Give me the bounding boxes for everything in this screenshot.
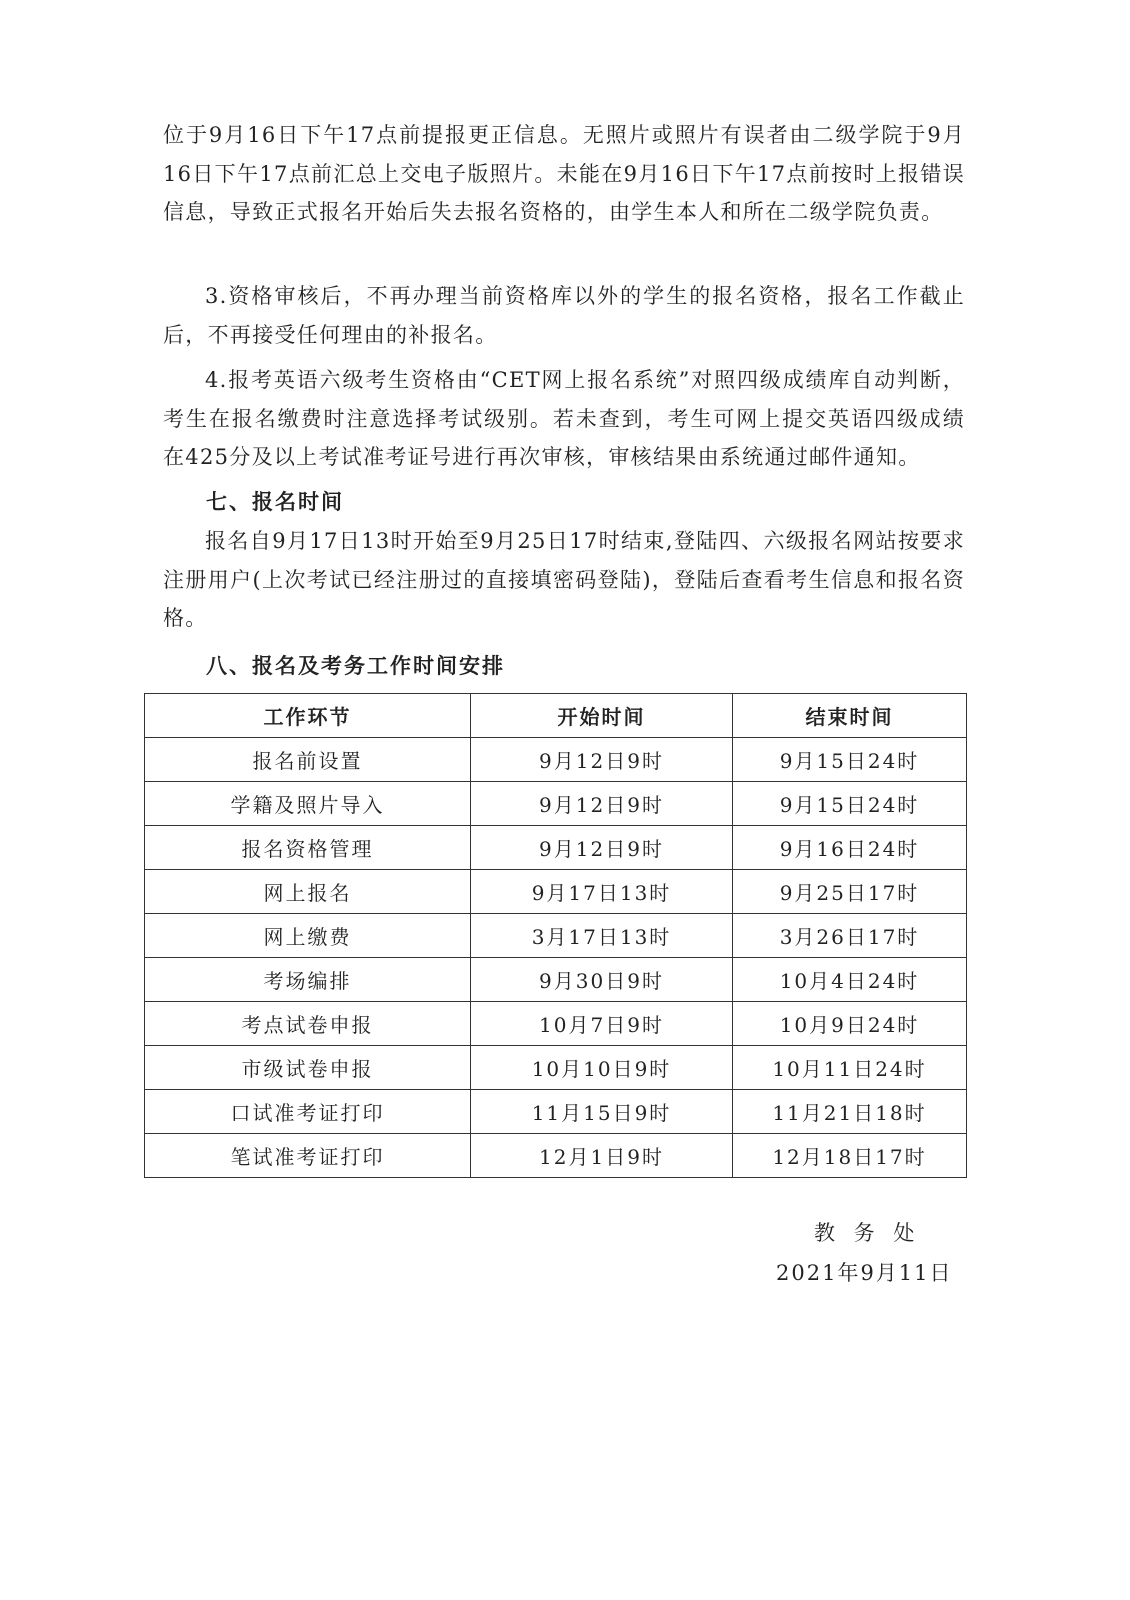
paragraph-registration-period: 报名自9月17日13时开始至9月25日17时结束,登陆四、六级报名网站按要求注册用户(上次考试已经注册过的直接填密码登陆)，登陆后查看考生信息和报名资格。 (163, 529, 965, 630)
cell-start: 9月12日9时 (471, 782, 733, 826)
header-end-time: 结束时间 (733, 694, 967, 738)
table-row (145, 958, 967, 1002)
cell-start: 10月7日9时 (471, 1002, 733, 1046)
heading-schedule: 八、报名及考务工作时间安排 (206, 654, 505, 678)
cell-start: 3月17日13时 (471, 914, 733, 958)
table-row (145, 1134, 967, 1178)
cell-end: 9月16日24时 (733, 826, 967, 870)
header-start-time: 开始时间 (471, 694, 733, 738)
cell-end: 3月26日17时 (733, 914, 967, 958)
signature-office: 教 务 处 (814, 1221, 921, 1245)
cell-end: 10月11日24时 (733, 1046, 967, 1090)
cell-end: 10月9日24时 (733, 1002, 967, 1046)
table-row (145, 1046, 967, 1090)
cell-end: 11月21日18时 (733, 1090, 967, 1134)
table-row (145, 1090, 967, 1134)
cell-stage: 网上报名 (145, 870, 471, 914)
cell-start: 9月30日9时 (471, 958, 733, 1002)
heading-registration-time: 七、报名时间 (206, 490, 344, 514)
paragraph-correction-deadline: 位于9月16日下午17点前提报更正信息。无照片或照片有误者由二级学院于9月16日下午17点前汇总上交电子版照片。未能在9月16日下午17点前按时上报错误信息，导致正式报名开始后失去报名资格的，由学生本人和所在二级学院负责。 (163, 123, 965, 224)
cell-end: 9月15日24时 (733, 738, 967, 782)
table-row (145, 782, 967, 826)
cell-stage: 口试准考证打印 (145, 1090, 471, 1134)
schedule-table (144, 693, 967, 1178)
cell-start: 10月10日9时 (471, 1046, 733, 1090)
table-row (145, 1002, 967, 1046)
cell-start: 9月12日9时 (471, 738, 733, 782)
header-stage: 工作环节 (145, 694, 471, 738)
table-row (145, 870, 967, 914)
cell-end: 10月4日24时 (733, 958, 967, 1002)
cell-stage: 考场编排 (145, 958, 471, 1002)
table-row (145, 738, 967, 782)
cell-stage: 考点试卷申报 (145, 1002, 471, 1046)
cell-start: 9月17日13时 (471, 870, 733, 914)
paragraph-cet6-eligibility: 4.报考英语六级考生资格由“CET网上报名系统”对照四级成绩库自动判断，考生在报名缴费时注意选择考试级别。若未查到，考生可网上提交英语四级成绩在425分及以上考试准考证号进行再次审核，审核结果由系统通过邮件通知。 (163, 368, 965, 469)
cell-end: 12月18日17时 (733, 1134, 967, 1178)
cell-end: 9月25日17时 (733, 870, 967, 914)
cell-stage: 市级试卷申报 (145, 1046, 471, 1090)
cell-end: 9月15日24时 (733, 782, 967, 826)
table-header-row (145, 694, 967, 738)
cell-start: 9月12日9时 (471, 826, 733, 870)
signature-date: 2021年9月11日 (776, 1261, 953, 1285)
cell-stage: 报名前设置 (145, 738, 471, 782)
cell-stage: 报名资格管理 (145, 826, 471, 870)
cell-stage: 学籍及照片导入 (145, 782, 471, 826)
paragraph-qualification-review: 3.资格审核后，不再办理当前资格库以外的学生的报名资格，报名工作截止后，不再接受任何理由的补报名。 (163, 284, 965, 347)
table-row (145, 914, 967, 958)
table-row (145, 826, 967, 870)
cell-stage: 网上缴费 (145, 914, 471, 958)
cell-start: 12月1日9时 (471, 1134, 733, 1178)
cell-start: 11月15日9时 (471, 1090, 733, 1134)
cell-stage: 笔试准考证打印 (145, 1134, 471, 1178)
